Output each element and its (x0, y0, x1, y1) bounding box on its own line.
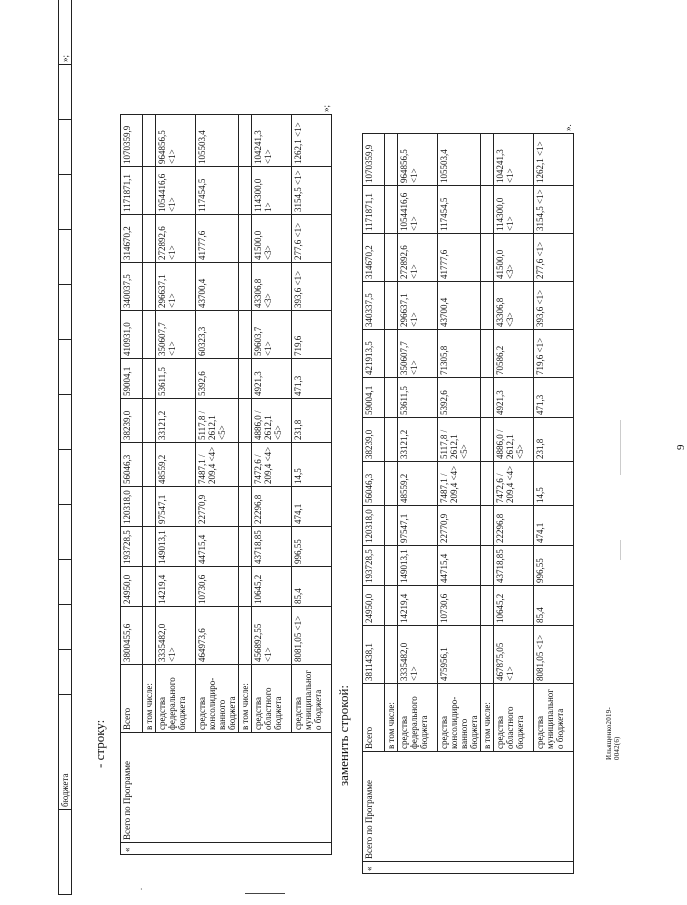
value-cell (481, 462, 494, 506)
value-cell: 474,1 (292, 487, 332, 527)
value-cell: 38239,0 (363, 418, 385, 462)
value-cell: 314670,2 (121, 215, 143, 263)
row-label: в том числе: (481, 684, 494, 752)
heading-before: - строку: (92, 719, 107, 768)
value-cell: 56046,3 (363, 462, 385, 506)
value-cell: 7472,6 / 209,4 <4> (252, 443, 292, 487)
value-cell: 59004,1 (121, 359, 143, 399)
value-cell: 7472,6 / 209,4 <4> (494, 462, 534, 506)
value-cell: 60323,3 (196, 311, 239, 359)
program-label: Всего по Программе (363, 752, 574, 862)
value-cell: 231,8 (292, 399, 332, 443)
value-cell (239, 359, 252, 399)
value-cell: 474,1 (534, 506, 574, 546)
value-cell: 105503,4 (438, 134, 481, 186)
value-cell: 5117,8 / 2612,1 <5> (196, 399, 239, 443)
value-cell: 24950,0 (121, 567, 143, 607)
value-cell (481, 134, 494, 186)
value-cell: 1262,1 <1> (534, 134, 574, 186)
value-cell: 1262,1 <1> (292, 115, 332, 167)
fragment-cell (59, 810, 72, 895)
value-cell: 104241,3 <1> (494, 134, 534, 186)
row-label: средства областного бюджета (252, 665, 292, 733)
value-cell (481, 186, 494, 234)
value-cell (239, 567, 252, 607)
value-cell (143, 311, 156, 359)
value-cell (143, 607, 156, 665)
value-cell: 350607,7 <1> (156, 311, 196, 359)
value-cell: 314670,2 (363, 234, 385, 282)
value-cell: 1171871,1 (121, 167, 143, 215)
value-cell: 964856,5 <1> (156, 115, 196, 167)
value-cell: 393,6 <1> (292, 263, 332, 311)
row-label: средства консолидиро-ванного бюджета (196, 665, 239, 733)
row-label: Всего (121, 665, 143, 733)
value-cell: 33121,2 (398, 418, 438, 462)
value-cell: 71305,8 (438, 330, 481, 378)
value-cell: 3154,5 <1> (292, 167, 332, 215)
value-cell (481, 626, 494, 684)
value-cell: 3154,5 <1> (534, 186, 574, 234)
value-cell: 456892,55 <1> (252, 607, 292, 665)
value-cell (143, 359, 156, 399)
value-cell: 277,6 <1> (292, 215, 332, 263)
value-cell (143, 399, 156, 443)
value-cell: 22296,8 (252, 487, 292, 527)
value-cell (143, 263, 156, 311)
heading-after: заменить строкой: (336, 684, 351, 786)
value-cell: 272892,6 <1> (398, 234, 438, 282)
value-cell: 97547,1 (156, 487, 196, 527)
value-cell: 3811438,1 (363, 626, 385, 684)
value-cell (385, 378, 398, 418)
program-label: Всего по Программе (121, 733, 332, 843)
value-cell: 14219,4 (156, 567, 196, 607)
value-cell (385, 186, 398, 234)
row-label: средства консолидиро-ванного бюджета (438, 684, 481, 752)
value-cell: 10645,2 (494, 586, 534, 626)
value-cell: 10730,6 (196, 567, 239, 607)
value-cell: 719,6 <1> (534, 330, 574, 378)
value-cell: 277,6 <1> (534, 234, 574, 282)
value-cell (481, 330, 494, 378)
row-label: средства муниципального бюджета (292, 665, 332, 733)
value-cell: 59004,1 (363, 378, 385, 418)
value-cell: 410931,0 (121, 311, 143, 359)
value-cell (481, 586, 494, 626)
value-cell: 120318,0 (121, 487, 143, 527)
value-cell (385, 462, 398, 506)
value-cell: 44715,4 (196, 527, 239, 567)
value-cell: 421913,5 (363, 330, 385, 378)
value-cell: 48559,2 (156, 443, 196, 487)
value-cell: 5392,6 (438, 378, 481, 418)
value-cell (385, 234, 398, 282)
value-cell: 22770,9 (438, 506, 481, 546)
row-label: средства муниципального бюджета (534, 684, 574, 752)
row-label: средства областного бюджета (494, 684, 534, 752)
row-label: средства федерального бюджета (156, 665, 196, 733)
value-cell: 4886,0 / 2612,1 <5> (494, 418, 534, 462)
value-cell: 3335482,0 <1> (156, 607, 196, 665)
value-cell (239, 215, 252, 263)
value-cell: 120318,0 (363, 506, 385, 546)
open-quote: « (121, 843, 332, 855)
value-cell (481, 378, 494, 418)
value-cell: 3800455,6 (121, 607, 143, 665)
value-cell: 149013,1 (398, 546, 438, 586)
value-cell: 5117,8 / 2612,1 <5> (438, 418, 481, 462)
row-label: в том числе: (385, 684, 398, 752)
value-cell (385, 418, 398, 462)
value-cell: 296637,1 <1> (156, 263, 196, 311)
value-cell (239, 527, 252, 567)
value-cell: 43306,8 <3> (252, 263, 292, 311)
value-cell: 85,4 (534, 586, 574, 626)
value-cell: 53611,5 (156, 359, 196, 399)
value-cell (143, 443, 156, 487)
value-cell: 340037,5 (121, 263, 143, 311)
value-cell (239, 487, 252, 527)
value-cell: 59603,7 <1> (252, 311, 292, 359)
value-cell: 471,3 (292, 359, 332, 399)
value-cell (143, 167, 156, 215)
value-cell: 4921,3 (252, 359, 292, 399)
value-cell: 117454,5 (196, 167, 239, 215)
table-before (120, 95, 332, 856)
value-cell: 296637,1 <1> (398, 282, 438, 330)
value-cell (143, 215, 156, 263)
value-cell: 7487,1 / 209,4 <4> (438, 462, 481, 506)
value-cell: 53611,5 (398, 378, 438, 418)
row-label: в том числе: (239, 665, 252, 733)
table-after (362, 114, 574, 875)
value-cell: 97547,1 (398, 506, 438, 546)
value-cell: 41777,6 (196, 215, 239, 263)
value-cell (385, 506, 398, 546)
value-cell (385, 546, 398, 586)
value-cell (481, 418, 494, 462)
value-cell: 10730,6 (438, 586, 481, 626)
fragment-label: бюджета (59, 695, 72, 810)
value-cell: 43700,4 (196, 263, 239, 311)
value-cell: 272892,6 <1> (156, 215, 196, 263)
row-label: Всего (363, 684, 385, 752)
value-cell: 14219,4 (398, 586, 438, 626)
value-cell: 467875,05 <1> (494, 626, 534, 684)
value-cell: 41500,0 <3> (252, 215, 292, 263)
value-cell (143, 115, 156, 167)
value-cell: 7487,1 / 209,4 <4> (196, 443, 239, 487)
scan-tick: · (140, 885, 143, 894)
value-cell (239, 399, 252, 443)
value-cell (239, 311, 252, 359)
value-cell: 464973,6 (196, 607, 239, 665)
value-cell (239, 167, 252, 215)
value-cell (239, 263, 252, 311)
value-cell (239, 607, 252, 665)
value-cell: 22296,8 (494, 506, 534, 546)
value-cell: 193728,5 (121, 527, 143, 567)
value-cell: 996,55 (292, 527, 332, 567)
value-cell: 41777,6 (438, 234, 481, 282)
close-quote: »; (320, 104, 331, 112)
value-cell: 22770,9 (196, 487, 239, 527)
value-cell: 5392,6 (196, 359, 239, 399)
value-cell (481, 282, 494, 330)
value-cell: 964856,5 <1> (398, 134, 438, 186)
value-cell: 38239,0 (121, 399, 143, 443)
value-cell: 114300,0 1> (252, 167, 292, 215)
value-cell: 41500,0 <3> (494, 234, 534, 282)
value-cell (385, 330, 398, 378)
value-cell (143, 527, 156, 567)
value-cell: 70586,2 (494, 330, 534, 378)
value-cell: 8081,05 <1> (292, 607, 332, 665)
fragment-close: »; (59, 0, 72, 65)
value-cell: 10645,2 (252, 567, 292, 607)
value-cell: 475956,1 (438, 626, 481, 684)
value-cell: 1070359,9 (363, 134, 385, 186)
row-label: средства федерального бюджета (398, 684, 438, 752)
value-cell (481, 234, 494, 282)
value-cell: 104241,3 <1> (252, 115, 292, 167)
value-cell: 350607,7 <1> (398, 330, 438, 378)
value-cell: 85,4 (292, 567, 332, 607)
value-cell: 3335482,0 <1> (398, 626, 438, 684)
scan-mark (620, 420, 621, 475)
value-cell (385, 282, 398, 330)
value-cell: 43306,8 <3> (494, 282, 534, 330)
open-quote: « (363, 862, 574, 874)
value-cell: 44715,4 (438, 546, 481, 586)
value-cell: 231,8 (534, 418, 574, 462)
value-cell: 33121,2 (156, 399, 196, 443)
value-cell: 340337,5 (363, 282, 385, 330)
value-cell: 1171871,1 (363, 186, 385, 234)
value-cell: 14,5 (534, 462, 574, 506)
document-code: Ильященко2019-0042(6) (605, 707, 621, 760)
value-cell: 43718,85 (252, 527, 292, 567)
value-cell (239, 443, 252, 487)
value-cell: 149013,1 (156, 527, 196, 567)
value-cell: 1054416,6 <1> (398, 186, 438, 234)
value-cell: 43718,85 (494, 546, 534, 586)
value-cell: 43700,4 (438, 282, 481, 330)
value-cell (239, 115, 252, 167)
value-cell: 114300,0 <1> (494, 186, 534, 234)
value-cell: 996,55 (534, 546, 574, 586)
value-cell: 14,5 (292, 443, 332, 487)
value-cell: 719,6 (292, 311, 332, 359)
value-cell (143, 487, 156, 527)
scan-mark (620, 540, 621, 560)
value-cell (481, 506, 494, 546)
value-cell: 105503,4 (196, 115, 239, 167)
table-row (363, 114, 385, 874)
value-cell (385, 134, 398, 186)
table-row (121, 95, 143, 855)
value-cell (385, 626, 398, 684)
value-cell: 1070359,9 (121, 115, 143, 167)
value-cell: 24950,0 (363, 586, 385, 626)
value-cell: 117454,5 (438, 186, 481, 234)
value-cell (143, 567, 156, 607)
value-cell (385, 586, 398, 626)
value-cell: 393,6 <1> (534, 282, 574, 330)
close-quote: ». (562, 124, 573, 131)
previous-table-fragment (58, 0, 72, 895)
page-number: 9 (675, 444, 687, 450)
value-cell: 1054416,6 <1> (156, 167, 196, 215)
value-cell: 48559,2 (398, 462, 438, 506)
value-cell: 56046,3 (121, 443, 143, 487)
row-label: в том числе: (143, 665, 156, 733)
value-cell: 471,3 (534, 378, 574, 418)
value-cell (481, 546, 494, 586)
value-cell: 4886,0 / 2612,1 <5> (252, 399, 292, 443)
value-cell: 4921,3 (494, 378, 534, 418)
value-cell: 8081,05 <1> (534, 626, 574, 684)
value-cell: 193728,5 (363, 546, 385, 586)
footer-line (245, 893, 285, 894)
